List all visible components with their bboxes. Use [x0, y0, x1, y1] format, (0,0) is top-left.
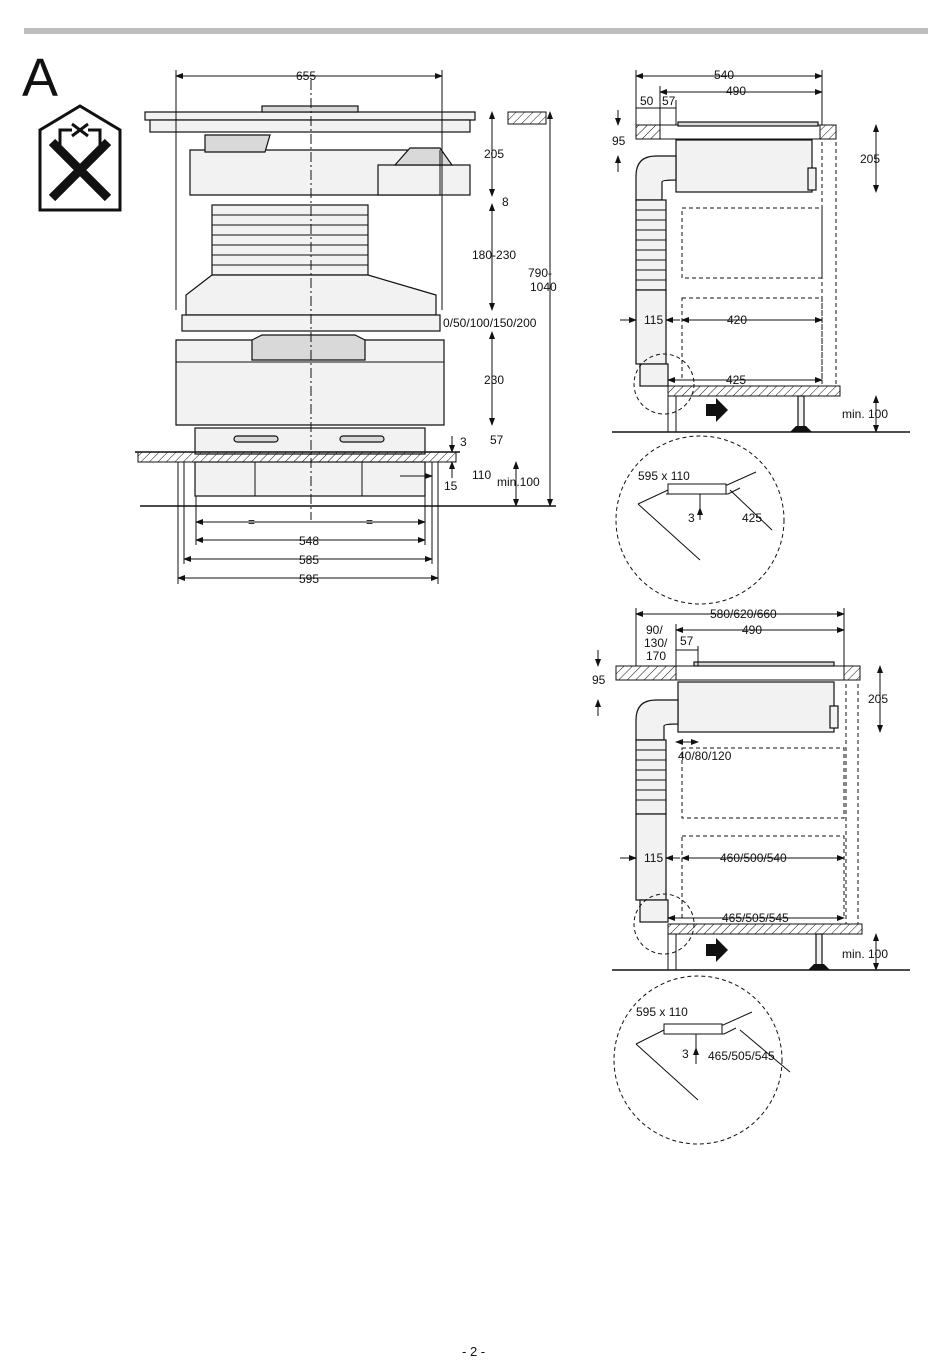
dim-90: 90/	[646, 623, 663, 637]
dim-95: 95	[612, 134, 626, 148]
dim-offsets: 0/50/100/150/200	[443, 316, 537, 330]
header-bar	[24, 28, 928, 34]
dim-40-80-120: 40/80/120	[678, 749, 732, 763]
dim-465-505-545: 465/505/545	[722, 911, 789, 925]
dim-130: 130/	[644, 636, 668, 650]
dim-8: 8	[502, 195, 509, 209]
dim-min100: min.100	[497, 475, 540, 489]
dim-205: 205	[484, 147, 505, 161]
page-number: - 2 -	[462, 1344, 486, 1359]
detail-3: 3	[682, 1047, 689, 1061]
detail-465-505-545: 465/505/545	[708, 1049, 775, 1063]
dim-585: 585	[299, 553, 320, 567]
dim-580-620-660: 580/620/660	[710, 607, 777, 621]
dim-50: 50	[640, 94, 654, 108]
dim-3: 3	[460, 435, 467, 449]
dim-490: 490	[726, 84, 747, 98]
airflow-arrow-icon	[706, 938, 728, 962]
dim-230: 230	[484, 373, 505, 387]
dim-110: 110	[472, 468, 492, 482]
dim-790-1040-b: 1040	[530, 280, 557, 294]
dim-655: 655	[296, 69, 317, 83]
side-view-2	[598, 608, 910, 1144]
dim-548: 548	[299, 534, 320, 548]
dim-205: 205	[868, 692, 889, 706]
dim-425: 425	[726, 373, 747, 387]
detail-cutout: 595 x 110	[638, 469, 690, 483]
dim-170: 170	[646, 649, 667, 663]
dim-95: 95	[592, 673, 606, 687]
dim-115: 115	[644, 313, 664, 327]
dim-eq-left: =	[248, 515, 256, 529]
no-disposal-house-icon	[40, 106, 120, 210]
dim-15: 15	[444, 479, 458, 493]
dim-115: 115	[644, 851, 664, 865]
dim-min100: min. 100	[842, 407, 889, 421]
dim-490: 490	[742, 623, 763, 637]
dim-eq-right: =	[366, 515, 374, 529]
detail-cutout: 595 x 110	[636, 1005, 688, 1019]
dim-790-1040-a: 790-	[528, 266, 553, 280]
airflow-arrow-icon	[706, 398, 728, 422]
dim-57: 57	[662, 94, 676, 108]
dim-57: 57	[490, 433, 504, 447]
dim-540: 540	[714, 68, 735, 82]
detail-425: 425	[742, 511, 763, 525]
dim-min100: min. 100	[842, 947, 889, 961]
dim-57: 57	[680, 634, 694, 648]
dim-420: 420	[727, 313, 748, 327]
figure-letter: A	[22, 48, 59, 108]
dim-205: 205	[860, 152, 881, 166]
dim-180-230: 180-230	[472, 248, 517, 262]
dim-460-500-540: 460/500/540	[720, 851, 787, 865]
dim-595: 595	[299, 572, 320, 586]
detail-3: 3	[688, 511, 695, 525]
